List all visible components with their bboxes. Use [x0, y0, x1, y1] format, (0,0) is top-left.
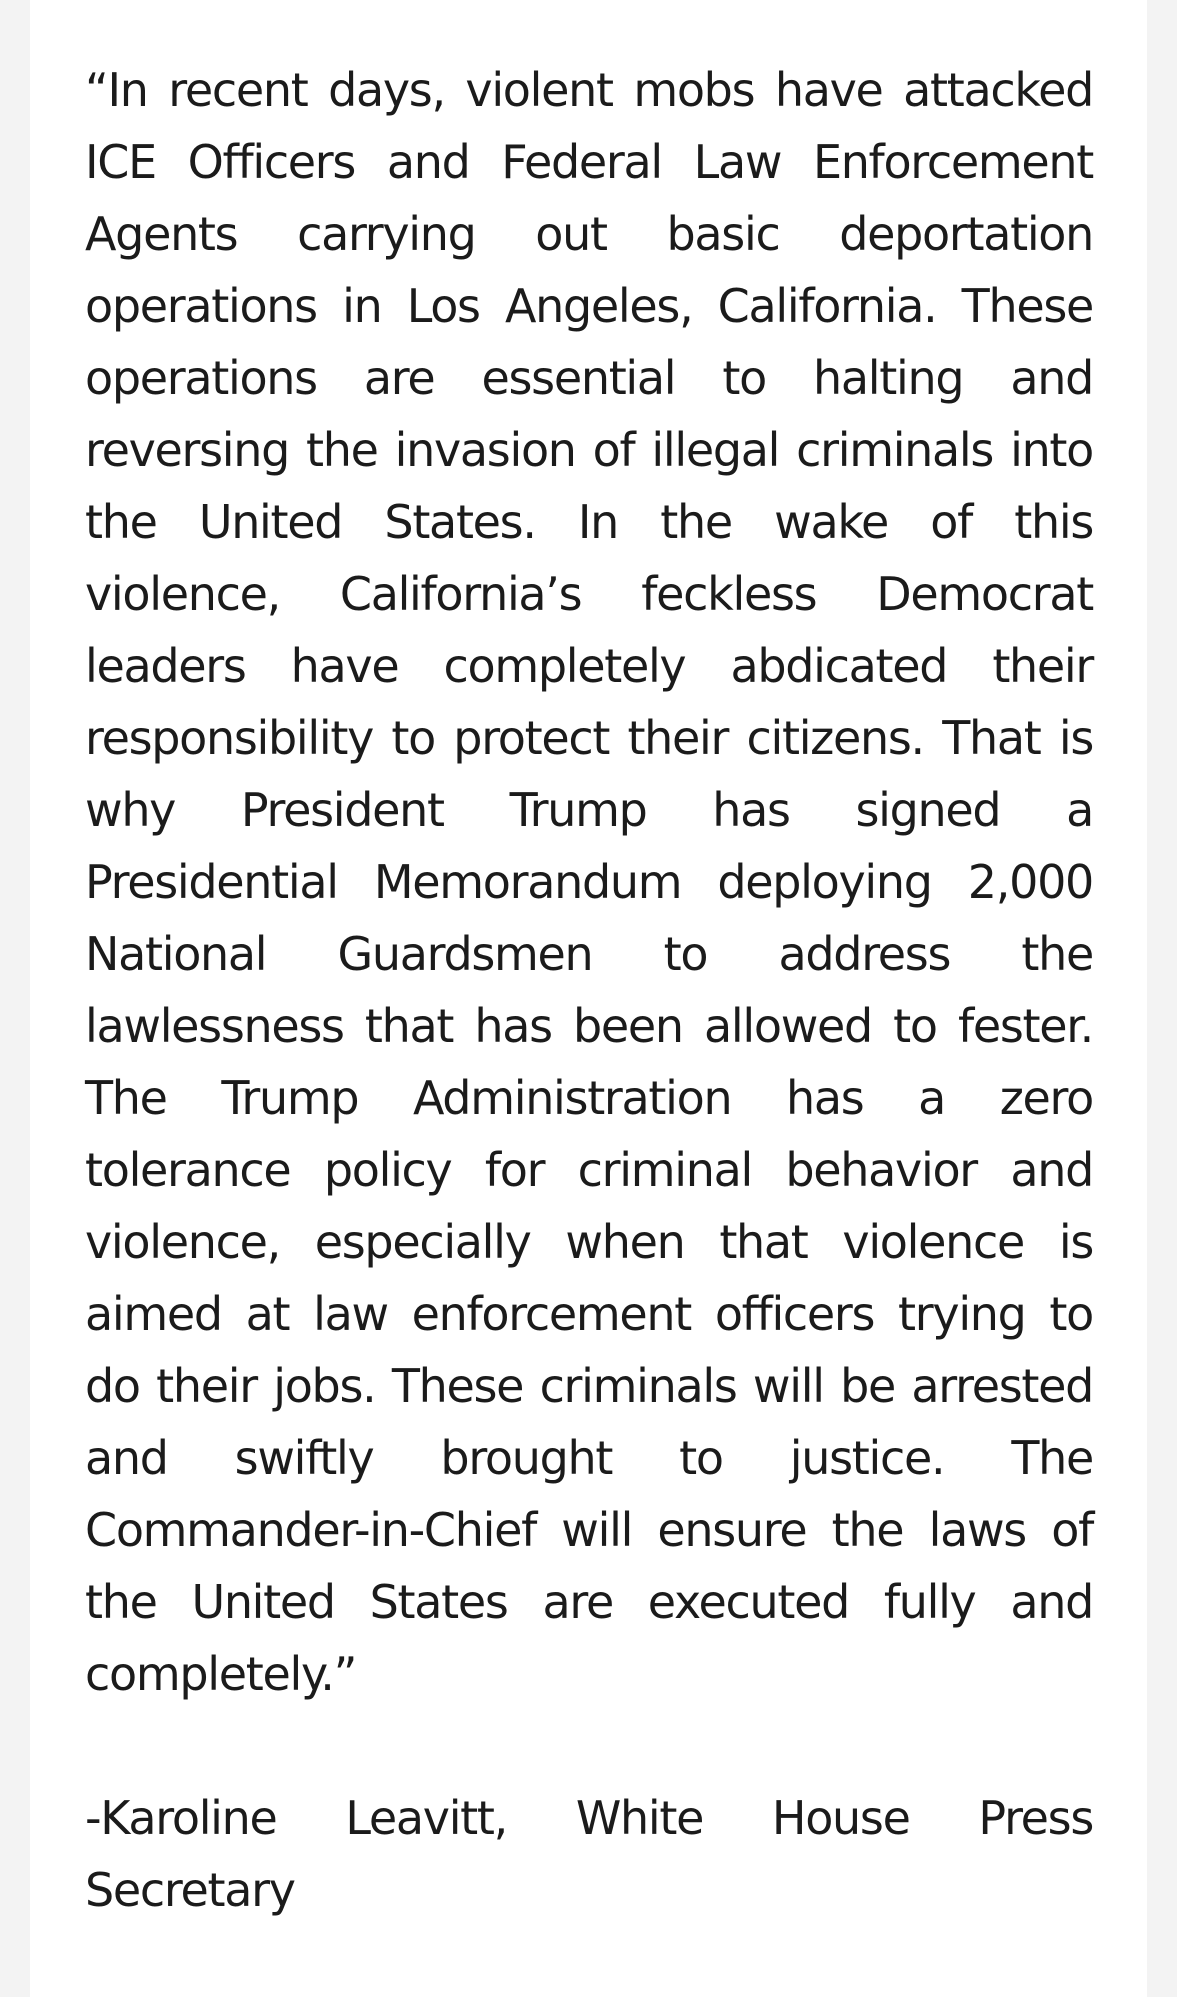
article-body	[85, 54, 1093, 1926]
press-statement-quote: “In recent days, violent mobs have attacked ICE Officers and Federal Law Enforcement Agents carrying out basic deportation operations in Los Angeles, California. These operations are essential to halting and reversing the invasion of illegal criminals into the United States. In the wake of this violence, California’s feckless Democrat leaders have completely abdicated their responsibility to protect their citizens. That is why President Trump has signed a Presidential Memorandum deploying 2,000 National Guardsmen to address the lawlessness that has been allowed to fester. The Trump Administration has a zero tolerance policy for criminal behavior and violence, especially when that violence is aimed at law enforcement officers trying to do their jobs. These criminals will be arrested and swiftly brought to justice. The Commander-in-Chief will ensure the laws of the United States are executed fully and completely.”	[85, 63, 1093, 1701]
quote-attribution: -Karoline Leavitt, White House Press Secretary	[85, 1791, 1093, 1917]
document-page	[30, 0, 1147, 1997]
